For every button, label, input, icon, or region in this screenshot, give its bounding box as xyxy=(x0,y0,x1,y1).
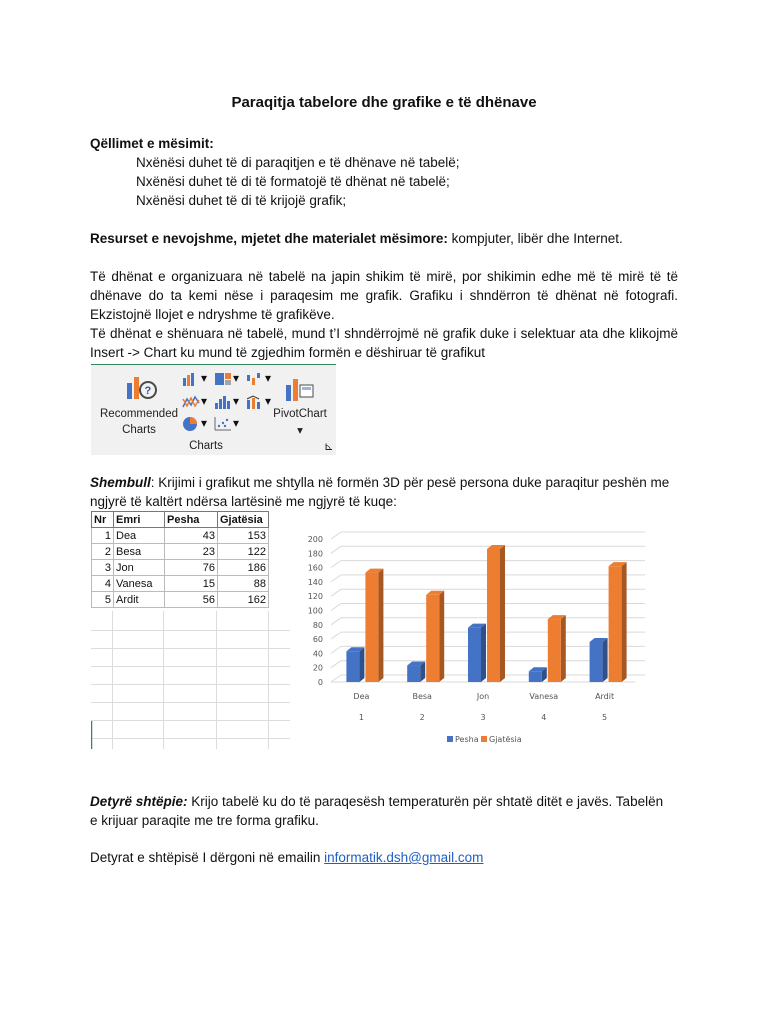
table-cell: 122 xyxy=(218,544,269,560)
table-cell: 23 xyxy=(165,544,218,560)
gridline-depth xyxy=(331,604,341,611)
homework-label: Detyrë shtëpie: xyxy=(90,794,188,809)
bar-Pesha xyxy=(346,651,359,682)
table-header-cell: Emri xyxy=(114,512,165,528)
bar-side-Pesha xyxy=(603,638,608,682)
y-tick-label: 160 xyxy=(307,563,323,573)
resources-line xyxy=(90,229,623,248)
column-chart-icon[interactable] xyxy=(182,372,200,386)
bar-Pesha xyxy=(407,666,420,682)
bar-side-Pesha xyxy=(359,647,364,682)
bar-Pesha xyxy=(529,671,542,682)
intro-line: Të dhënat e shënuara në tabelë, mund t’I shndërrojmë në grafik duke i selektuar ata dhe klikojmë xyxy=(90,326,678,341)
line-chart-icon[interactable] xyxy=(182,395,200,409)
table-cell: Vanesa xyxy=(114,576,165,592)
homework-line xyxy=(90,792,663,811)
bar-side-Gjatësia xyxy=(439,591,444,682)
x-category-label: Vanesa xyxy=(529,692,559,701)
recommended-label-2: Charts xyxy=(122,424,156,436)
bar-Gjatësia xyxy=(426,595,439,682)
example-text: : Krijimi i grafikut me shtylla në formën 3D për pesë persona duke paraqitur peshën me xyxy=(150,475,670,490)
table-row xyxy=(92,528,269,544)
y-tick-label: 60 xyxy=(312,635,323,645)
charts-group-label: Charts xyxy=(189,440,223,452)
homework-text: Krijo tabelë ku do të paraqesësh temperaturën për shtatë ditët e javës. Tabelën xyxy=(187,794,664,809)
table-row xyxy=(92,560,269,576)
table-cell: Jon xyxy=(114,560,165,576)
x-category-number: 2 xyxy=(419,713,425,722)
table-cell: 5 xyxy=(92,592,114,608)
gridline-depth xyxy=(331,546,341,553)
pivotchart-button[interactable] xyxy=(267,369,333,439)
bar-side-Gjatësia xyxy=(500,545,505,682)
recommended-charts-button[interactable] xyxy=(97,369,181,439)
table-row xyxy=(92,592,269,608)
bar-Gjatësia xyxy=(487,549,500,682)
y-tick-label: 0 xyxy=(317,678,323,687)
gridline-depth xyxy=(331,532,341,539)
table-cell: 3 xyxy=(92,560,114,576)
table-cell: 2 xyxy=(92,544,114,560)
table-cell: Dea xyxy=(114,528,165,544)
dropdown-arrow[interactable]: ▾ xyxy=(201,371,208,385)
gridline-depth xyxy=(331,646,341,653)
email-link[interactable]: informatik.dsh@gmail.com xyxy=(324,850,484,865)
recommended-charts-icon xyxy=(125,373,159,403)
bar-Pesha xyxy=(590,642,603,682)
table-cell: 186 xyxy=(218,560,269,576)
y-tick-label: 40 xyxy=(312,649,323,659)
waterfall-chart-icon[interactable] xyxy=(246,372,264,386)
homework-line: e krijuar paraqite me tre forma grafiku. xyxy=(90,813,319,828)
objective-item: Nxënësi duhet të di të formatojë të dhënat në tabelë; xyxy=(136,174,450,189)
example-line: ngjyrë të kaltërt ndërsa lartësinë me ngjyrë të kuqe: xyxy=(90,494,397,509)
x-category-label: Jon xyxy=(476,692,490,701)
table-cell: 1 xyxy=(92,528,114,544)
resources-value: kompjuter, libër dhe Internet. xyxy=(447,231,623,246)
bar-Gjatësia xyxy=(365,573,378,682)
gridline-depth xyxy=(331,575,341,582)
bar-Pesha xyxy=(468,628,481,682)
dropdown-arrow[interactable]: ▾ xyxy=(233,371,240,385)
table-cell: 4 xyxy=(92,576,114,592)
x-category-label: Ardit xyxy=(595,692,615,701)
scatter-chart-icon[interactable] xyxy=(214,416,232,432)
data-table xyxy=(91,511,269,608)
legend-label: Gjatësia xyxy=(489,735,522,744)
intro-line: Të dhënat e organizuara në tabelë na japin shikim të mirë, por shikimin edhe më të mirë të të xyxy=(90,269,678,284)
submission-line xyxy=(90,848,483,867)
dropdown-arrow[interactable]: ▾ xyxy=(233,394,240,408)
svg-text:?: ? xyxy=(144,385,152,397)
table-header-row xyxy=(92,512,269,528)
dropdown-arrow[interactable]: ▾ xyxy=(265,371,272,385)
intro-line: Ekzistojnë llojet e ndryshme të grafikëve. xyxy=(90,307,335,322)
y-tick-label: 120 xyxy=(307,592,323,602)
gridline-depth xyxy=(331,618,341,625)
table-row xyxy=(92,576,269,592)
y-tick-label: 100 xyxy=(307,606,323,616)
table-cell: 15 xyxy=(165,576,218,592)
legend-swatch xyxy=(481,736,487,742)
dialog-launcher-icon[interactable]: ⊾ xyxy=(324,441,334,453)
bar-Gjatësia xyxy=(609,566,622,682)
pivotchart-label: PivotChart xyxy=(273,408,327,420)
hierarchy-chart-icon[interactable] xyxy=(214,372,232,386)
y-tick-label: 200 xyxy=(307,535,323,544)
legend-label: Pesha xyxy=(455,735,479,744)
x-category-number: 3 xyxy=(480,713,486,722)
bar-side-Gjatësia xyxy=(561,615,566,682)
intro-line: Insert -> Chart ku mund të zgjedhim formën e dëshiruar të grafikut xyxy=(90,345,486,360)
bar-side-Gjatësia xyxy=(378,569,383,682)
objective-item: Nxënësi duhet të di të krijojë grafik; xyxy=(136,193,347,208)
table-header-cell: Pesha xyxy=(165,512,218,528)
combo-chart-icon[interactable] xyxy=(246,395,264,409)
table-cell: 88 xyxy=(218,576,269,592)
table-cell: 56 xyxy=(165,592,218,608)
table-header-cell: Gjatësia xyxy=(218,512,269,528)
table-cell: Ardit xyxy=(114,592,165,608)
table-header-cell: Nr xyxy=(92,512,114,528)
dropdown-arrow[interactable]: ▾ xyxy=(201,416,208,430)
table-cell: 153 xyxy=(218,528,269,544)
pie-chart-icon[interactable] xyxy=(182,416,200,432)
x-category-label: Dea xyxy=(353,692,370,701)
resources-label: Resurset e nevojshme, mjetet dhe materialet mësimore: xyxy=(90,231,448,246)
dropdown-arrow[interactable]: ▾ xyxy=(201,394,208,408)
submission-text: Detyrat e shtëpisë I dërgoni në emailin xyxy=(90,850,325,865)
gridline-depth xyxy=(331,561,341,568)
gridline-depth xyxy=(331,661,341,668)
statistic-chart-icon[interactable] xyxy=(214,395,232,409)
table-row xyxy=(92,544,269,560)
x-category-number: 1 xyxy=(358,713,364,722)
example-line xyxy=(90,473,669,492)
column-chart xyxy=(291,511,681,756)
bar-side-Gjatësia xyxy=(622,562,627,682)
gridline-depth xyxy=(331,589,341,596)
y-tick-label: 80 xyxy=(312,620,323,630)
charts-ribbon xyxy=(91,364,336,455)
y-tick-label: 140 xyxy=(307,577,323,587)
gridline-depth xyxy=(331,675,341,682)
pivotchart-icon xyxy=(285,373,315,403)
legend-swatch xyxy=(447,736,453,742)
page-title: Paraqitja tabelore dhe grafike e të dhënave xyxy=(231,94,537,111)
gridline-depth xyxy=(331,632,341,639)
table-cell: Besa xyxy=(114,544,165,560)
example-label: Shembull xyxy=(90,475,151,490)
bar-Gjatësia xyxy=(548,619,561,682)
objective-item: Nxënësi duhet të di paraqitjen e të dhënave në tabelë; xyxy=(136,155,460,170)
table-cell: 76 xyxy=(165,560,218,576)
dropdown-arrow[interactable]: ▾ xyxy=(265,394,272,408)
x-category-number: 5 xyxy=(602,713,608,722)
y-tick-label: 180 xyxy=(307,549,323,559)
intro-line: dhënave do ta kemi nëse i paraqesim me grafik. Grafiku i shndërron të dhënat në fotografi. xyxy=(90,288,678,303)
y-tick-label: 20 xyxy=(312,663,323,673)
table-cell: 162 xyxy=(218,592,269,608)
x-category-number: 4 xyxy=(541,713,547,722)
objectives-heading: Qëllimet e mësimit: xyxy=(90,136,214,151)
recommended-label-1: Recommended xyxy=(100,408,178,420)
dropdown-arrow[interactable]: ▾ xyxy=(233,416,240,430)
bar-side-Pesha xyxy=(481,624,486,682)
dropdown-arrow[interactable]: ▾ xyxy=(297,425,303,437)
x-category-label: Besa xyxy=(412,692,432,701)
table-cell: 43 xyxy=(165,528,218,544)
